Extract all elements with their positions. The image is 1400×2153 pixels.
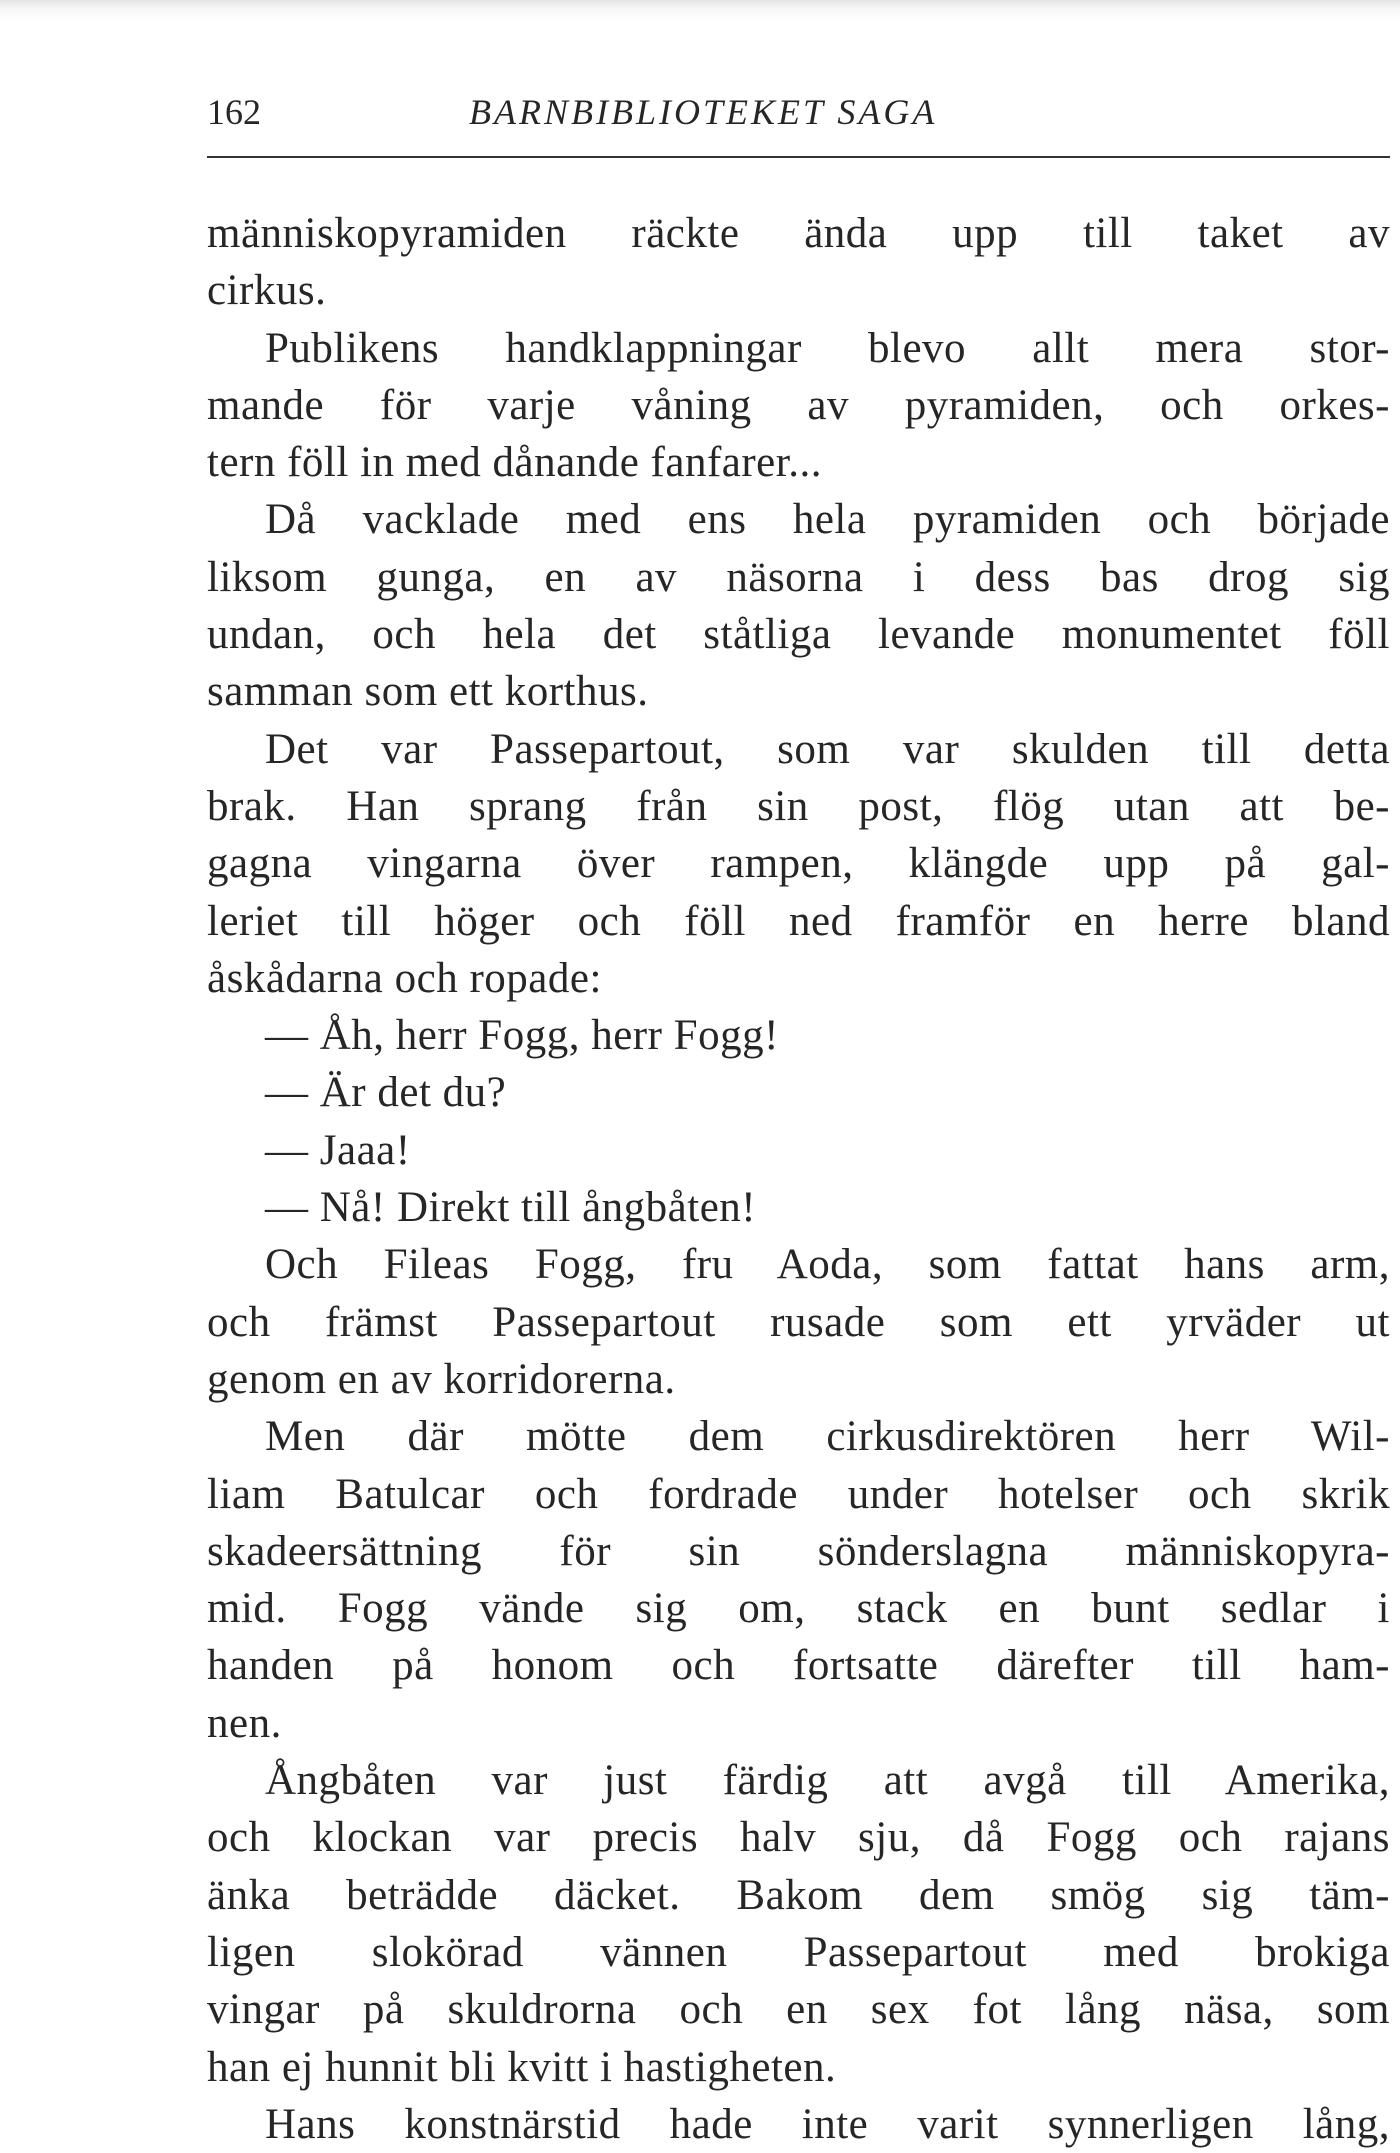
text-line: änka beträdde däcket. Bakom dem smög sig täm- bbox=[207, 1871, 1390, 1919]
text-line: cirkus. bbox=[207, 267, 327, 315]
header-rule bbox=[207, 156, 1390, 158]
text-line: vingar på skuldrorna och en sex fot lång näsa, som bbox=[207, 1986, 1390, 2034]
text-line: liksom gunga, en av näsorna i dess bas drog sig bbox=[207, 553, 1390, 601]
text-line: nen. bbox=[207, 1699, 282, 1747]
body-text bbox=[207, 205, 1390, 2153]
text-line: leriet till höger och föll ned framför en herre bland bbox=[207, 897, 1390, 945]
text-line: Ångbåten var just färdig att avgå till Amerika, bbox=[265, 1757, 1390, 1805]
text-line: och främst Passepartout rusade som ett yrväder ut bbox=[207, 1298, 1390, 1346]
scan-top-edge bbox=[0, 0, 1400, 22]
dialogue-line: — Åh, herr Fogg, herr Fogg! bbox=[265, 1012, 779, 1060]
page-header bbox=[207, 82, 1390, 142]
text-line: samman som ett korthus. bbox=[207, 668, 649, 716]
running-title: BARNBIBLIOTEKET SAGA bbox=[469, 92, 938, 132]
text-line: mid. Fogg vände sig om, stack en bunt sedlar i bbox=[207, 1585, 1390, 1633]
text-line: tern föll in med dånande fanfarer... bbox=[207, 439, 822, 487]
text-line: liam Batulcar och fordrade under hotelser och skrik bbox=[207, 1470, 1390, 1518]
text-line: Men där mötte dem cirkusdirektören herr Wil- bbox=[265, 1413, 1390, 1461]
text-line: brak. Han sprang från sin post, flög utan att be- bbox=[207, 782, 1390, 830]
text-line: människopyramiden räckte ända upp till taket av bbox=[207, 210, 1390, 257]
page-number: 162 bbox=[207, 92, 261, 132]
text-line: och klockan var precis halv sju, då Fogg och rajans bbox=[207, 1814, 1390, 1862]
text-line: ligen slokörad vännen Passepartout med brokiga bbox=[207, 1928, 1390, 1976]
dialogue-line: — Jaaa! bbox=[265, 1126, 411, 1174]
text-line: gagna vingarna över rampen, klängde upp på gal- bbox=[207, 840, 1390, 888]
dialogue-line: — Är det du? bbox=[265, 1069, 507, 1117]
text-line: Det var Passepartout, som var skulden till detta bbox=[265, 725, 1390, 773]
text-line: Hans konstnärstid hade inte varit synnerligen lång, bbox=[265, 2100, 1390, 2148]
text-line: han ej hunnit bli kvitt i hastigheten. bbox=[207, 2043, 837, 2091]
text-line: handen på honom och fortsatte därefter till ham- bbox=[207, 1642, 1390, 1690]
text-line: Publikens handklappningar blevo allt mera stor- bbox=[265, 324, 1390, 372]
text-line: åskådarna och ropade: bbox=[207, 954, 602, 1002]
text-line: mande för varje våning av pyramiden, och orkes- bbox=[207, 381, 1390, 429]
text-line: genom en av korridorerna. bbox=[207, 1355, 676, 1403]
text-line: Då vacklade med ens hela pyramiden och började bbox=[265, 496, 1390, 544]
text-line: skadeersättning för sin sönderslagna människopyra- bbox=[207, 1527, 1390, 1575]
dialogue-line: — Nå! Direkt till ångbåten! bbox=[265, 1184, 757, 1232]
text-line: Och Fileas Fogg, fru Aoda, som fattat hans arm, bbox=[265, 1241, 1390, 1289]
text-line: undan, och hela det ståtliga levande monumentet föll bbox=[207, 611, 1390, 659]
